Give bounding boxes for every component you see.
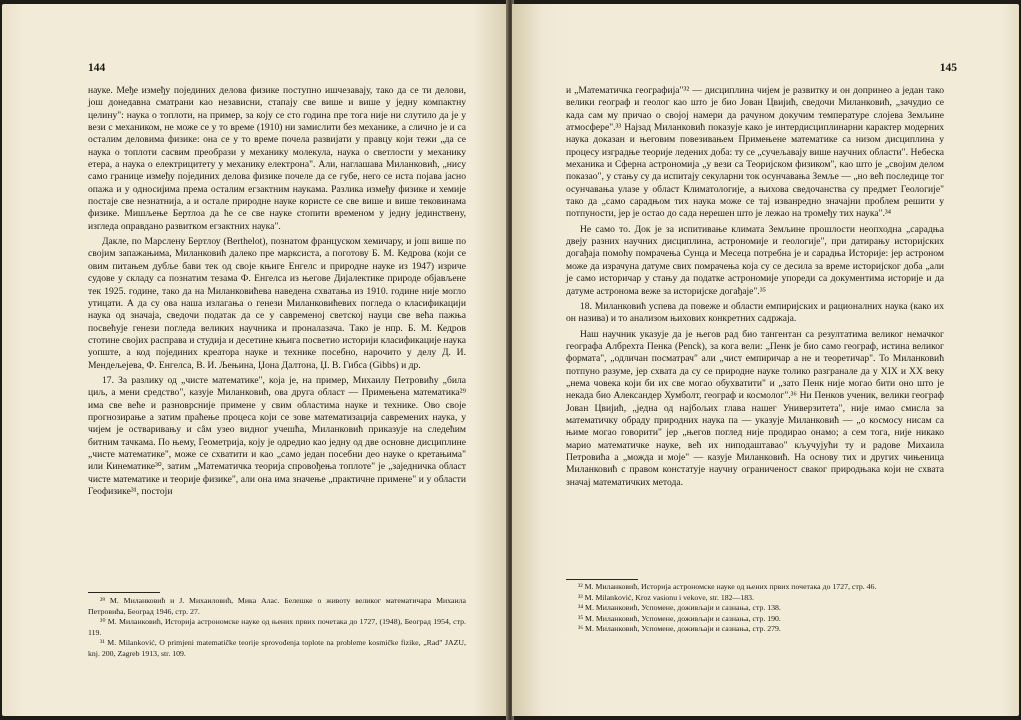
paragraph: 17. За разлику од „чисте математике", која је, на пример, Михаилу Петровићу „била циљ, а мени средство", казује Миланковић, ова друга област — Примењена математика²⁹ има све веће и разноврсније примене у свим областима науке и технике. Ово своје прогнозирање а затим праћење процеса који се зове математизација савремених наука, у чијем је остваривању и сâм узео видног учешћа, Миланковић приказује на следећим битним тачкама. По њему, Геометрија, коју је одредио као једну од две основне дисциплине „чисте математике", може се схватити и као „само један посебни део науке о кретањима" или Кинематике³⁰, затим „Математичка теорија спровођења топлоте" је „заједничка област чисте математике и теорије физике", али она има значење „практичне примене" и у области Геофизике³¹, постоји bbox=[88, 374, 466, 497]
page-number-left: 144 bbox=[88, 62, 106, 74]
paragraph: Наш научник указује да је његов рад био тангентан са резултатима великог немачког географа Албрехта Пенка (Penck), за кога вели: „Пенк је био само географ, истина великог формата", „одличан посматрач" али „чист емпиричар а не и теоретичар". То Миланковић потпуно разуме, јер схвата да су се природне науке толико разгранале да у XIX и XX веку „нема човека који би их све могао обухватити" и „зато Пенк није могао бити оно што је некада био Александер Хумболт, географ и космолог".³⁶ Ни Пенков ученик, велики географ Јован Цвијић, „једна од најбољих глава нашег Универзитета", није имао смисла за математичку обраду природних наука па — указује Миланковић — „о космосу нисам са њиме могао говорити" јер „његов поглед није продирао онамо; а сем тога, није никако марио математичке науке, већ их ниподаштавао" кључујући ту и радове Михаила Петровића а „можда и моје" — казује Миланковић. На основу тих и других чињеница Миланковић с правом констатује научну ограниченост сваког природњака који не схвата значај математичких метода. bbox=[566, 328, 944, 488]
footnote: ³² М. Миланковић, Историја астрономске науке од њених првих почетака до 1727, стр. 46. bbox=[578, 582, 877, 591]
paragraph: Не само то. Док је за испитивање климата Земљине прошлости неопходна „сарадња двеју разних научних дисциплина, астрономије и геологије", при датирању историјских догађаја помоћу помрачења Сунца и Месеца потребна је и сарадња Историје: јер астроном може да израчуна датуме свих помрачења која су се десила за време историјског доба „али је само историчар у стању да податке астрономије упореди са документима историје и да датуме астронома веже за историјске догађаје".³⁵ bbox=[566, 223, 944, 297]
paragraph: и „Математичка географија"³² — дисциплина чијем је развитку и он допринео а један тако велики географ и геолог као што је био Јован Цвијић, сведочи Миланковић, „зачудио се када сам му причао о својој намери да рачуном докучим температуре слојева Земљине атмосфере".³³ Најзад Миланковић показује како је интердисциплинарни карактер модерних наука доказан и његовим повезивањем Примењене математике са низом дисциплина у процесу изградње теорије ледених доба: ту се „сучељавају више научних области". Небеска механика и Сферна астрономија „у вези са Теоријском физиком", као што је „својим делом показао", у стању су да испитају секуларни ток осунчавања Земље — „но већ последице тог осунчавања улазе у област Климатологије, а њихова сведочанства су предмет Геологије" тако да „само сарадњом тих наука може се тај изванредно значајни проблем решити у потпуности, јер је остао до сада нерешен што је лежао на тромеђу тих наука".³⁴ bbox=[566, 85, 944, 220]
left-page bbox=[2, 4, 508, 716]
page-number-right: 145 bbox=[939, 62, 957, 74]
paragraph: науке. Међе између појединих делова физике поступно ишчезавају, тако да се ти делови, још донедавна сматрани као независни, стапају све више и више у једну компактну целину": наука о топлоти, на пример, за коју се сто година пре тога није ни слутило да је у вези с механиком, не може се у то време (1910) ни замислити без механике, а слично је и са осталим деловима физике: она се у то време почела развијати у правцу који тежи „да се наука о топлоти сасвим преобрази у механику молекула, наука о светлости у механику етера, а наука о електрицитету у механику електрона". Али, наглашава Миланковић, „нису само границе између појединих делова физике почеле да се губе, него се иста појава јасно опажа и у односијима према осталим егзактним наукама. Разлика између физике и хемије постаје све незнатнија, а и остале природне науке користе се све више и више тековинама физике. Мишљење Бертлоа да ће се све науке стопити временом у једну јединствену, изгледа оправдано развитком егзактних наука". bbox=[88, 85, 466, 232]
right-footnotes bbox=[566, 582, 944, 635]
footnote-divider bbox=[88, 592, 160, 593]
footnote: ³⁶ М. Миланковић, Успомене, доживљаји и сазнања, стр. 279. bbox=[578, 624, 781, 634]
right-page-body bbox=[566, 85, 944, 489]
left-page-body bbox=[88, 85, 466, 498]
footnote-divider bbox=[566, 579, 638, 580]
paragraph: 18. Миланковић успева да повеже и области емпиријских и рационалних наука (како их он назива) и то анализом њихових конкретних садржаја. bbox=[566, 300, 944, 325]
footnote: ³⁵ М. Миланковић, Успомене, доживљаји и сазнања, стр. 190. bbox=[578, 613, 781, 623]
left-footnotes bbox=[88, 596, 466, 660]
paragraph: Дакле, по Марслену Бертлоу (Berthelot), познатом француском хемичару, и још више по својим запажањима, Миланковић далеко пре марксиста, а поготову Б. М. Кедрова (који се овим питањем дубље бави тек од своје књиге Енгелс и природне науке из 1947) изриче судове у складу са познатим тезама Ф. Енгелса из његове Дијалектике природе објављене тек 1925. године, тако да на Миланковићева наведена схватања из 1910. године није могло утицати. А да су ова наша излагања о генези Миланковићевих погледа о класификацији наука од значаја, сведочи податак да се у савременој светској науци све већа пажња посвећује генези погледа великих научника и проналазача. Тако је нпр. Б. М. Кедров стотине својих расправа и студија и десетине књига посветио историји класификације наука уопште, а код појединих креатора науке и технике посебно, нарочито у делу Д. И. Мендељејева, Ф. Енгелса, В. И. Љењина, Џона Далтона, Џ. В. Гибса (Gibbs) и др. bbox=[88, 236, 466, 371]
footnote: ²⁹ М. Миланковић и Ј. Михаиловић, Мика Алас. Белешке о животу великог математичара Михаила Петровића, Београд 1946, стр. 27. bbox=[88, 596, 466, 616]
right-page bbox=[512, 4, 1019, 716]
footnote: ³⁰ М. Миланковић, Историја астрономске науке од њених првих почетака до 1727, (1948), Београд 1954, стр. 119. bbox=[88, 617, 466, 637]
footnote: ³¹ M. Milanković, O primjeni matematičke teorije sprovođenja toplote na probleme kosmičke fizike, „Rad" JAZU, knj. 200, Zagreb 1913, str. 109. bbox=[88, 638, 466, 658]
footnote: ³⁴ М. Миланковић, Успомене, доживљаји и сазнања, стр. 138. bbox=[578, 603, 781, 613]
footnote: ³³ M. Milanković, Kroz vasionu i vekove, str. 182—183. bbox=[578, 592, 754, 602]
